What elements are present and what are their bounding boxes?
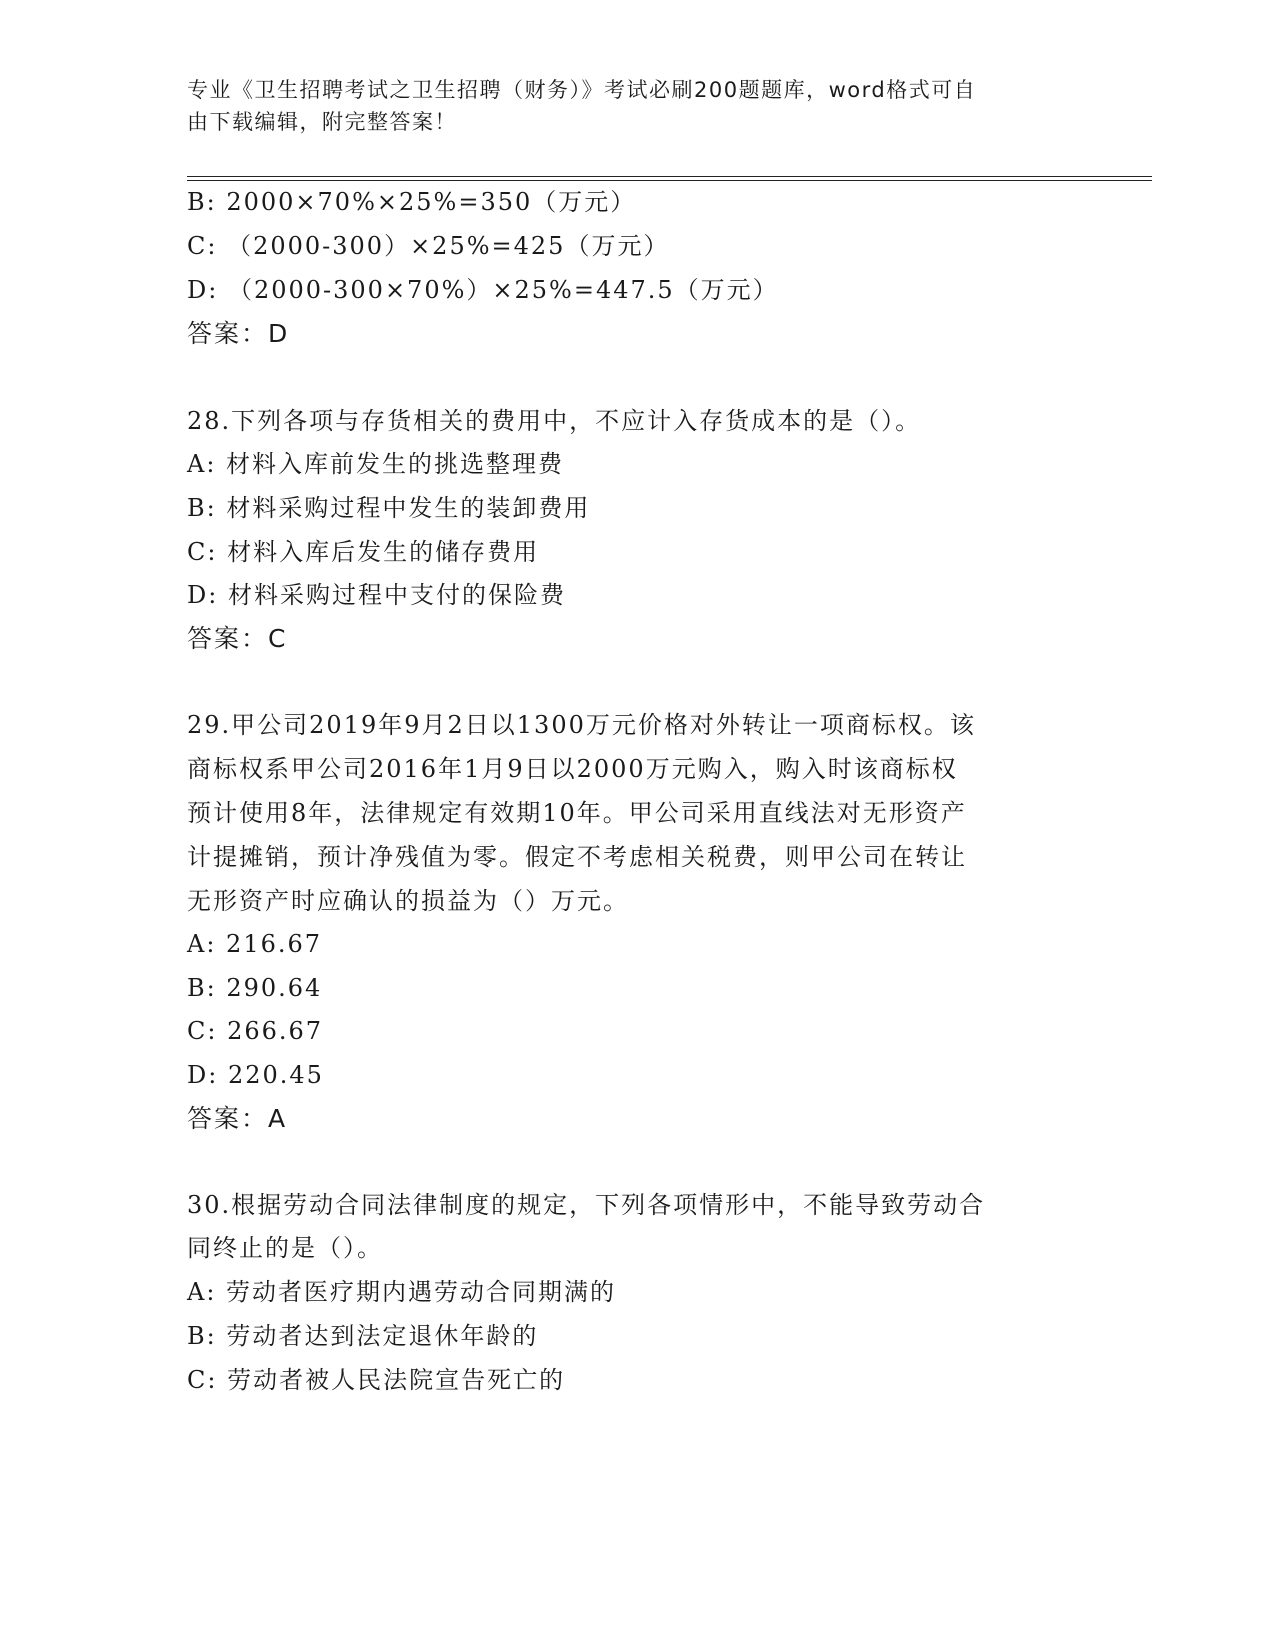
q28-stem: 28.下列各项与存货相关的费用中，不应计入存货成本的是（）。 bbox=[187, 407, 922, 435]
q27-option-d: D: （2000-300×70%）×25%=447.5（万元） bbox=[187, 276, 779, 304]
q29-stem-line-1: 29.甲公司2019年9月2日以1300万元价格对外转让一项商标权。该 bbox=[187, 711, 976, 739]
header-divider-top bbox=[187, 176, 1152, 177]
q30-stem-line-1: 30.根据劳动合同法律制度的规定，下列各项情形中，不能导致劳动合 bbox=[187, 1191, 986, 1219]
q27-option-c: C: （2000-300）×25%=425（万元） bbox=[187, 232, 670, 260]
header-divider-bottom bbox=[187, 180, 1152, 181]
q29-option-b: B: 290.64 bbox=[187, 974, 323, 1002]
q28-option-a: A: 材料入库前发生的挑选整理费 bbox=[187, 450, 565, 478]
document-header bbox=[187, 74, 1087, 138]
q29-stem-line-5: 无形资产时应确认的损益为（）万元。 bbox=[187, 887, 629, 915]
q29-stem-line-4: 计提摊销，预计净残值为零。假定不考虑相关税费，则甲公司在转让 bbox=[187, 843, 967, 871]
header-line-1: 专业《卫生招聘考试之卫生招聘（财务）》考试必刷200题题库，word格式可自 bbox=[187, 78, 977, 102]
q30-option-b: B: 劳动者达到法定退休年龄的 bbox=[187, 1322, 539, 1350]
q27-answer: 答案：D bbox=[187, 319, 290, 348]
q30-option-a: A: 劳动者医疗期内遇劳动合同期满的 bbox=[187, 1278, 617, 1306]
q29-stem-line-2: 商标权系甲公司2016年1月9日以2000万元购入，购入时该商标权 bbox=[187, 755, 958, 783]
q29-option-a: A: 216.67 bbox=[187, 930, 323, 958]
q29-answer: 答案：A bbox=[187, 1104, 288, 1133]
q28-option-b: B: 材料采购过程中发生的装卸费用 bbox=[187, 494, 591, 522]
q28-answer: 答案：C bbox=[187, 624, 288, 653]
q30-option-c: C: 劳动者被人民法院宣告死亡的 bbox=[187, 1366, 566, 1394]
q29-option-d: D: 220.45 bbox=[187, 1061, 324, 1089]
q27-option-b: B: 2000×70%×25%=350（万元） bbox=[187, 188, 637, 216]
q28-option-c: C: 材料入库后发生的储存费用 bbox=[187, 538, 540, 566]
q29-stem-line-3: 预计使用8年，法律规定有效期10年。甲公司采用直线法对无形资产 bbox=[187, 799, 967, 827]
q30-stem-line-2: 同终止的是（）。 bbox=[187, 1234, 383, 1262]
header-line-2: 由下载编辑，附完整答案！ bbox=[187, 110, 457, 134]
q29-option-c: C: 266.67 bbox=[187, 1017, 324, 1045]
q28-option-d: D: 材料采购过程中支付的保险费 bbox=[187, 581, 566, 609]
